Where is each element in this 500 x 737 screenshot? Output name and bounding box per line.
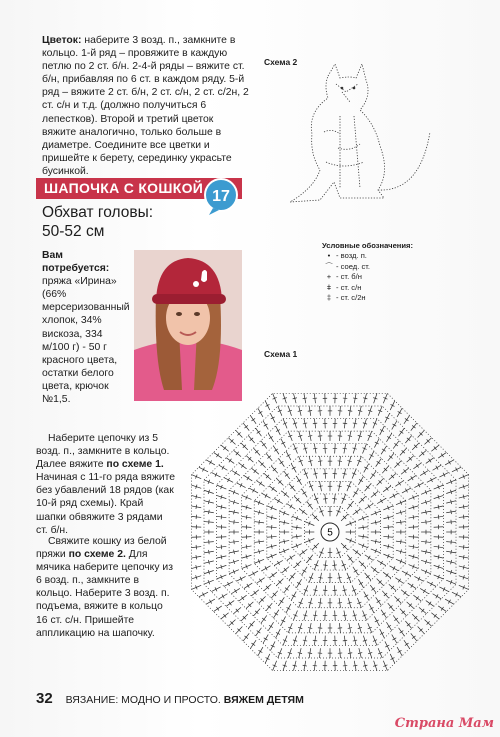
stitch-crossbar: [274, 449, 278, 451]
head-label: Обхват головы:: [42, 204, 154, 221]
stitch-crossbar: [429, 459, 432, 463]
stitch-crossbar: [451, 510, 452, 514]
stitch-crossbar: [216, 453, 218, 457]
stitch-crossbar: [308, 504, 312, 507]
stitch-crossbar: [308, 628, 312, 629]
stitch-crossbar: [216, 607, 218, 611]
stitch-crossbar: [222, 594, 224, 598]
stitch-crossbar: [371, 474, 375, 477]
instructions-1: [36, 432, 176, 537]
stitch-crossbar: [337, 577, 341, 578]
stitch-crossbar: [426, 550, 427, 554]
stitch-crossbar: [416, 596, 419, 600]
stitch-crossbar: [221, 505, 222, 509]
stitch-crossbar: [253, 572, 255, 576]
legend-item: [322, 272, 413, 282]
stitch-crossbar: [323, 565, 327, 566]
stitch-crossbar: [429, 602, 432, 606]
stitch-crossbar: [277, 561, 279, 565]
stitch-crossbar: [303, 570, 307, 572]
stitch-crossbar: [234, 589, 236, 593]
project-title: ШАПОЧКА С КОШКОЙ: [44, 180, 204, 196]
legend-item: [322, 251, 413, 261]
stitch-crossbar: [343, 423, 347, 424]
stitch-crossbar: [262, 618, 266, 621]
stitch-crossbar: [308, 653, 312, 654]
stitch-crossbar: [343, 448, 347, 449]
legend-label: - ст. с/н: [336, 282, 362, 292]
stitch-crossbar: [368, 505, 370, 509]
stitch-crossbar: [368, 556, 370, 560]
stitch-crossbar: [258, 411, 262, 413]
stitch-crossbar: [292, 467, 296, 469]
stitch-crossbar: [392, 638, 396, 640]
page-number: 32: [36, 690, 53, 707]
stitch-crossbar: [247, 476, 249, 480]
stitch-crossbar: [308, 411, 312, 412]
stitch-crossbar: [285, 474, 289, 477]
arc-icon: ⌒: [325, 261, 333, 271]
stitch-crossbar: [441, 607, 443, 611]
stitch-crossbar: [398, 579, 401, 583]
stitch-crossbar: [416, 464, 419, 468]
stitch-crossbar: [343, 640, 347, 641]
stitch-crossbar: [297, 534, 298, 538]
legend-label: - ст. б/н: [336, 272, 362, 282]
stitch-crossbar: [209, 510, 210, 514]
stitch-crossbar: [337, 486, 341, 487]
stitch-crossbar: [370, 607, 374, 609]
stitch-crossbar: [348, 411, 352, 412]
dot-icon: •: [327, 251, 331, 261]
stitch-crossbar: [363, 525, 364, 529]
stitch-crossbar: [359, 479, 363, 481]
legend-title: Условные обозначения:: [322, 241, 414, 250]
stitch-crossbar: [318, 577, 322, 578]
stitch-crossbar: [241, 464, 244, 468]
flower-paragraph: [42, 34, 250, 178]
stitch-crossbar: [370, 455, 374, 457]
stitch-crossbar: [313, 423, 317, 424]
instr-2-text: Свяжите кошку из белой пряжи: [36, 536, 167, 561]
legend-item: [322, 293, 413, 303]
stitch-crossbar: [318, 603, 322, 604]
stitch-crossbar: [287, 455, 291, 457]
stitch-crossbar: [405, 418, 409, 420]
stitch-crossbar: [308, 436, 312, 437]
stitch-crossbar: [259, 482, 262, 486]
stitch-crossbar: [348, 628, 352, 629]
stitch-crossbar: [222, 466, 224, 470]
stitch-crossbar: [348, 436, 352, 437]
stitch-crossbar: [375, 539, 376, 543]
stitch-crossbar: [277, 499, 279, 503]
stitch-crossbar: [269, 436, 273, 438]
stitch-crossbar: [413, 515, 414, 519]
materials-heading: Вам потребуется:: [42, 250, 110, 275]
stitch-crossbar: [313, 640, 317, 641]
stitch-crossbar: [353, 398, 357, 399]
stitch-crossbar: [353, 665, 357, 666]
stitch-crossbar: [284, 520, 285, 524]
stitch-crossbar: [318, 461, 322, 462]
stitch-crossbar: [441, 453, 443, 457]
stitch-crossbar: [269, 625, 273, 627]
stitch-crossbar: [392, 424, 396, 426]
stitch-crossbar: [196, 555, 197, 559]
stitch-crossbar: [348, 504, 352, 507]
stitch-crossbar: [221, 555, 222, 559]
stitch-crossbar: [380, 499, 382, 503]
stitch-crossbar: [297, 582, 301, 584]
scheme1-label: Схема 1: [264, 349, 298, 359]
footer-bold: ВЯЖЕМ ДЕТЯМ: [223, 694, 304, 706]
stitch-crossbar: [338, 603, 342, 604]
stitch-crossbar: [302, 550, 305, 554]
stitch-crossbar: [221, 545, 222, 549]
stitch-crossbar: [297, 525, 298, 529]
stitch-crossbar: [246, 545, 247, 549]
stitch-crossbar: [371, 588, 375, 591]
stitch-crossbar: [196, 505, 197, 509]
page-footer: [36, 690, 304, 707]
stitch-crossbar: [246, 515, 247, 519]
stitch-crossbar: [303, 665, 307, 666]
stitch-crossbar: [401, 520, 402, 524]
legend-item: [322, 262, 413, 272]
instr-1-bold: по схеме 1.: [106, 459, 164, 471]
badge-number: 17: [212, 188, 230, 205]
stitch-crossbar: [438, 555, 439, 559]
stitch-crossbar: [308, 557, 312, 560]
instr-1-text-after: Начиная с 11-го ряда вяжите без убавлений 18 рядов (как 10-й ряд схемы). Край шапки обвяжите 3 рядами ст. б/н.: [36, 472, 176, 536]
stitch-crossbar: [264, 424, 268, 426]
stitch-crossbar: [355, 510, 358, 514]
stitch-crossbar: [400, 631, 404, 634]
stitch-crossbar: [259, 579, 262, 583]
stitch-crossbar: [354, 492, 358, 494]
stitch-crossbar: [285, 588, 289, 591]
stitch-crossbar: [380, 561, 382, 565]
stitch-crossbar: [411, 584, 413, 588]
stitch-crossbar: [382, 449, 386, 451]
stitch-crossbar: [364, 467, 368, 469]
stitch-crossbar: [251, 643, 255, 645]
stitch-crossbar: [354, 570, 358, 572]
stitch-crossbar: [438, 505, 439, 509]
stitch-crossbar: [262, 443, 266, 446]
stitch-crossbar: [209, 600, 211, 604]
stitch-crossbar: [393, 566, 395, 570]
stitch-crossbar: [394, 618, 398, 621]
stitch-crossbar: [405, 572, 407, 576]
stitch-crossbar: [209, 460, 211, 464]
materials-body: пряжа «Ирина» (66% мерсеризованный хлопок, 34% вискоза, 334 м/100 г) - 50 г красного цвета, остатки белого цвета, крючок №1,5.: [42, 276, 130, 406]
stitch-crossbar: [436, 594, 438, 598]
stitch-crossbar: [398, 650, 402, 652]
stitch-crossbar: [359, 582, 363, 584]
stitch-crossbar: [348, 557, 352, 560]
materials-block: [42, 249, 132, 406]
stitch-crossbar: [313, 615, 317, 616]
watermark-logo: Страна Мам: [394, 716, 494, 731]
stitch-crossbar: [280, 461, 284, 464]
stitch-crossbar: [209, 550, 210, 554]
instr-2-text-after: Для мячика наберите цепочку из 6 возд. п., замкните в кольцо. Наберите 3 возд. п. подъема, вяжите в кольцо 16 ст. с/н. Пришейте аппликацию на шапочку.: [36, 549, 173, 639]
stitch-crossbar: [265, 566, 267, 570]
plus-icon: +: [326, 272, 332, 282]
stitch-crossbar: [332, 565, 336, 566]
stitch-crossbar: [463, 555, 464, 559]
stitch-crossbar: [348, 653, 352, 654]
stitch-crossbar: [290, 505, 292, 509]
stitch-crossbar: [353, 423, 357, 424]
stitch-crossbar: [313, 448, 317, 449]
instr-2-bold: по схеме 2.: [68, 549, 126, 561]
stitch-crossbar: [257, 431, 261, 434]
stitch-crossbar: [258, 650, 262, 652]
stitch-crossbar: [405, 489, 407, 493]
stitch-crossbar: [375, 520, 376, 524]
stitch-crossbar: [247, 584, 249, 588]
bleed-through-text: [390, 326, 394, 341]
flower-body: наберите 3 возд. п., замкните в кольцо. 1-й ряд – провяжите в каждую петлю по 2 ст. б/н. 2-4-й ряды – вяжите ст. б/н, прибавляя по 6 ст. в каждом ряду. 5-й ряд – вяжите 2 ст. б/н, 2 ст. с/н, 2 ст. с/2н, 2 ст. с/н и т.д. (должно получиться 6 лепестков). Второй и третий цветок вяжите аналогично, только больше в диаметре. Соедините все цветки и пришейте к берету, серединку украсьте бусинкой.: [42, 35, 249, 177]
stitch-crossbar: [355, 550, 358, 554]
legend-label: - возд. п.: [336, 251, 367, 261]
stitch-crossbar: [448, 600, 450, 604]
legend-item: [322, 283, 413, 293]
stitch-crossbar: [401, 540, 402, 544]
stitch-crossbar: [364, 595, 368, 597]
scheme2-label: Схема 2: [264, 57, 298, 67]
head-size: 50-52 см: [42, 223, 105, 240]
stitch-crossbar: [303, 640, 307, 641]
stitch-crossbar: [343, 615, 347, 616]
stitch-crossbar: [413, 545, 414, 549]
stitch-crossbar: [394, 443, 398, 446]
stitch-crossbar: [303, 492, 307, 494]
stitch-crossbar: [338, 461, 342, 462]
stitch-crossbar: [229, 459, 232, 463]
stitch-crossbar: [292, 595, 296, 597]
stitch-crossbar: [405, 643, 409, 645]
double-bar-icon: ‡: [326, 293, 332, 303]
stitch-crossbar: [363, 534, 364, 538]
stitch-crossbar: [272, 573, 275, 577]
stitch-crossbar: [448, 460, 450, 464]
stitch-crossbar: [393, 494, 395, 498]
head-measurement: [42, 203, 153, 241]
footer-text: ВЯЗАНИЕ: МОДНО И ПРОСТО.: [65, 694, 221, 706]
stitch-crossbar: [241, 596, 244, 600]
stitch-crossbar: [234, 550, 235, 554]
center-number: 5: [327, 527, 333, 539]
stitch-crossbar: [280, 600, 284, 603]
stitch-crossbar: [259, 520, 260, 524]
stitch-crossbar: [264, 638, 268, 640]
stitch-crossbar: [387, 625, 391, 627]
stitch-crossbar: [423, 589, 425, 593]
stitch-crossbar: [436, 466, 438, 470]
stitch-crossbar: [318, 486, 322, 487]
stitch-crossbar: [302, 510, 305, 514]
stitch-crossbar: [221, 515, 222, 519]
stitch-crossbar: [257, 631, 261, 634]
stitch-crossbar: [290, 556, 292, 560]
stitch-crossbar: [438, 545, 439, 549]
stitch-crossbar: [287, 607, 291, 609]
stitch-crossbar: [386, 573, 389, 577]
stitch-crossbar: [426, 510, 427, 514]
stitch-crossbar: [265, 494, 267, 498]
stitch-crossbar: [438, 515, 439, 519]
stitch-crossbar: [400, 431, 404, 434]
stitch-crossbar: [423, 471, 425, 475]
stitch-crossbar: [387, 436, 391, 438]
legend-label: - соед. ст.: [336, 261, 370, 271]
stitch-crossbar: [411, 476, 413, 480]
flower-label: Цветок:: [42, 35, 82, 46]
stitch-crossbar: [463, 505, 464, 509]
stitch-crossbar: [234, 471, 236, 475]
stitch-crossbar: [386, 487, 389, 491]
project-number-badge: [203, 178, 239, 216]
stitch-crossbar: [272, 487, 275, 491]
stitch-crossbar: [377, 600, 381, 603]
scheme1-crown-diagram: [175, 362, 485, 684]
scheme2-cat-diagram: [280, 62, 440, 207]
legend-label: - ст. с/2н: [336, 293, 366, 303]
stitch-crossbar: [303, 423, 307, 424]
single-bar-icon: ǂ: [326, 282, 332, 292]
stitch-crossbar: [377, 461, 381, 464]
stitch-crossbar: [274, 613, 278, 615]
stitch-crossbar: [303, 398, 307, 399]
stitch-crossbar: [353, 640, 357, 641]
stitch-crossbar: [382, 613, 386, 615]
stitch-crossbar: [332, 499, 336, 500]
stitch-crossbar: [297, 479, 301, 481]
stitch-crossbar: [323, 499, 327, 500]
stitch-crossbar: [234, 510, 235, 514]
instr-1-text: Наберите цепочку из 5 возд. п., замкните в кольцо. Далее вяжите: [36, 433, 170, 471]
stitch-crossbar: [398, 482, 401, 486]
stitch-crossbar: [259, 540, 260, 544]
stitch-crossbar: [451, 550, 452, 554]
stitch-crossbar: [284, 539, 285, 543]
instructions-2: [36, 535, 176, 640]
stitch-crossbar: [251, 418, 255, 420]
stitch-crossbar: [253, 489, 255, 493]
legend: [322, 241, 413, 303]
stitch-crossbar: [398, 411, 402, 413]
stitch-crossbar: [229, 602, 232, 606]
